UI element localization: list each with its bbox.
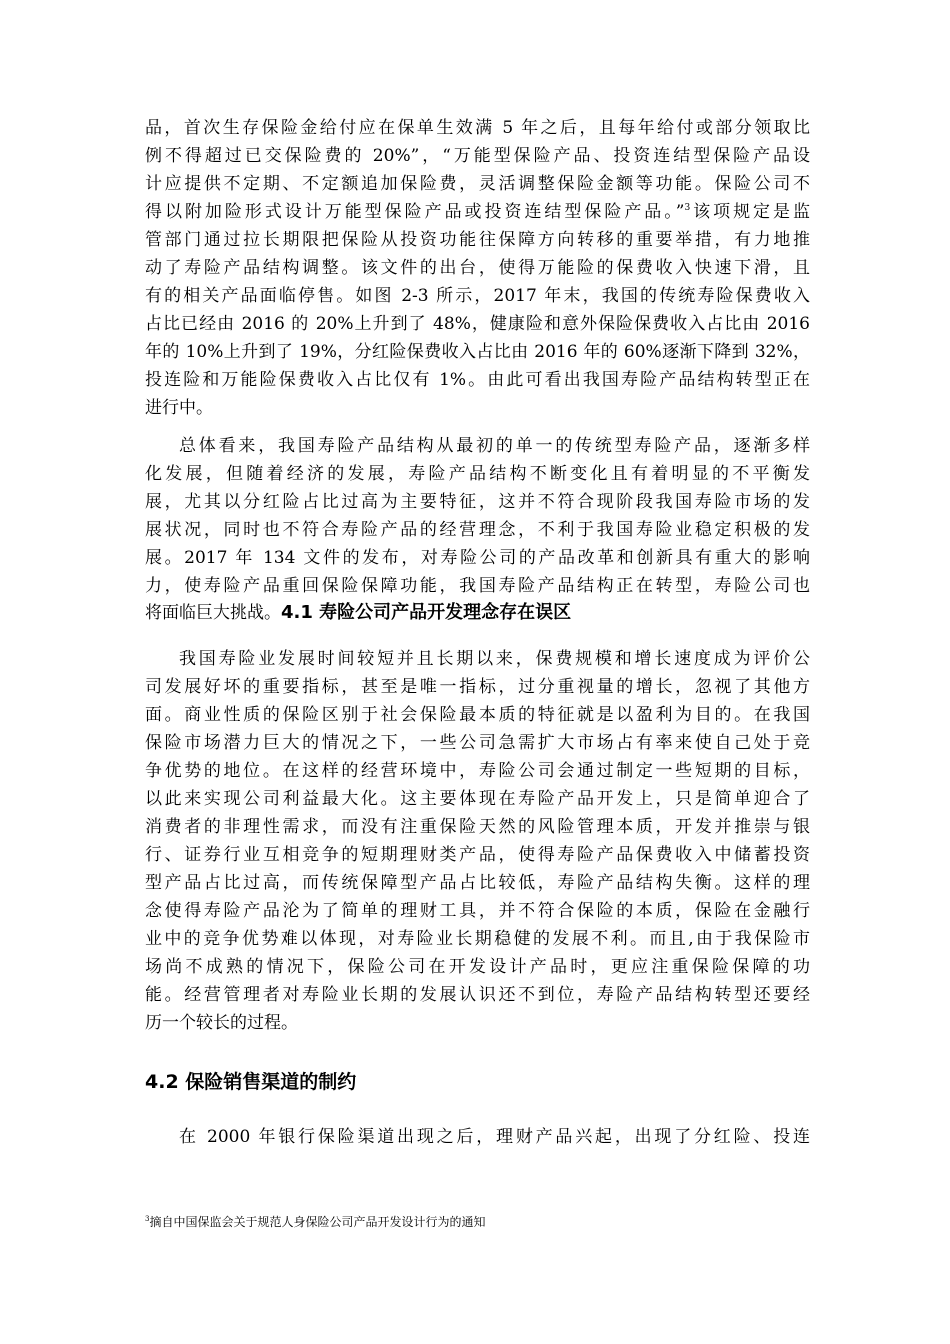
para3-line-1: 我国寿险业发展时间较短并且长期以来，保费规模和增长速度成为评价公	[179, 649, 810, 669]
para1-line-2: 例不得超过已交保险费的 20%”，“万能型保险产品、投资连结型保险产品设	[145, 146, 810, 166]
para3-line-2: 司发展好坏的重要指标，甚至是唯一指标，过分重视量的增长，忽视了其他方	[145, 677, 810, 697]
para2-line-3: 展，尤其以分红险占比过高为主要特征，这并不符合现阶段我国寿险市场的发	[145, 492, 810, 512]
para3-line-8: 行、证券行业互相竞争的短期理财类产品，使得寿险产品保费收入中储蓄投资	[145, 845, 810, 865]
para3-line-9: 型产品占比过高，而传统保障型产品占比较低，寿险产品结构失衡。这样的理	[145, 873, 810, 893]
footnote-number: 3	[145, 1215, 150, 1223]
section-heading-4-2: 4.2 保险销售渠道的制约	[145, 1071, 357, 1093]
para2-line-5: 展。2017 年 134 文件的发布，对寿险公司的产品改革和创新具有重大的影响	[145, 548, 810, 568]
para3-line-14: 历一个较长的过程。	[145, 1013, 298, 1033]
para1-line-10: 投连险和万能险保费收入占比仅有 1%。由此可看出我国寿险产品结构转型正在	[145, 370, 810, 390]
para2-line-1: 总体看来，我国寿险产品结构从最初的单一的传统型寿险产品，逐渐多样	[179, 436, 810, 456]
para1-line-5: 管部门通过拉长期限把保险从投资功能往保障方向转移的重要举措，有力地推	[145, 230, 810, 250]
para2-line-7	[145, 598, 810, 628]
footnote-text: 摘自中国保监会关于规范人身保险公司产品开发设计行为的通知	[149, 1215, 486, 1229]
para3-line-10: 念使得寿险产品沦为了简单的理财工具，并不符合保险的本质，保险在金融行	[145, 901, 810, 921]
para3-line-13: 能。经营管理者对寿险业长期的发展认识还不到位，寿险产品结构转型还要经	[145, 985, 810, 1005]
para3-line-5: 争优势的地位。在这样的经营环境中，寿险公司会通过制定一些短期的目标，	[145, 761, 810, 781]
para1-line-8: 占比已经由 2016 的 20%上升到了 48%，健康险和意外保险保费收入占比由 2016	[145, 314, 810, 334]
para2-line-4: 展状况，同时也不符合寿险产品的经营理念，不利于我国寿险业稳定积极的发	[145, 520, 810, 540]
para3-line-7: 消费者的非理性需求，而没有注重保险天然的风险管理本质，开发并推崇与银	[145, 817, 810, 837]
para1-line-11: 进行中。	[145, 398, 213, 418]
para1-line-7: 有的相关产品面临停售。如图 2-3 所示，2017 年末，我国的传统寿险保费收入	[145, 286, 810, 306]
para3-line-4: 保险市场潜力巨大的情况之下，一些公司急需扩大市场占有率来使自己处于竞	[145, 733, 810, 753]
para1-line-6: 动了寿险产品结构调整。该文件的出台，使得万能险的保费收入快速下滑，且	[145, 258, 810, 278]
para2-line-7-text: 将面临巨大挑战。	[145, 603, 281, 623]
para4-line-1: 在 2000 年银行保险渠道出现之后，理财产品兴起，出现了分红险、投连	[179, 1127, 810, 1147]
para1-line-4	[145, 199, 810, 225]
para3-line-6: 以此来实现公司利益最大化。这主要体现在寿险产品开发上，只是简单迎合了	[145, 789, 810, 809]
para1-line-9: 年的 10%上升到了 19%，分红险保费收入占比由 2016 年的 60%逐渐下降到 32%，	[145, 342, 810, 362]
para3-line-3: 面。商业性质的保险区别于社会保险最本质的特征就是以盈利为目的。在我国	[145, 705, 810, 725]
para1-line-1: 品，首次生存保险金给付应在保单生效满 5 年之后，且每年给付或部分领取比	[145, 118, 810, 138]
para1-line-4-text: 得以附加险形式设计万能型保险产品或投资连结型保险产品。”	[145, 202, 685, 222]
footnote	[145, 1214, 485, 1230]
footnote-reference: 3	[684, 203, 691, 213]
para2-line-6: 力，使寿险产品重回保险保障功能，我国寿险产品结构正在转型，寿险公司也	[145, 576, 810, 596]
para3-line-11: 业中的竞争优势难以体现，对寿险业长期稳健的发展不利。而且,由于我保险市	[145, 929, 810, 949]
para1-line-4-tail: 该项规定是监	[690, 202, 810, 222]
para3-line-12: 场尚不成熟的情况下，保险公司在开发设计产品时，更应注重保险保障的功	[145, 957, 810, 977]
section-heading-4-1: 4.1 寿险公司产品开发理念存在误区	[281, 602, 572, 623]
para1-line-3: 计应提供不定期、不定额追加保险费，灵活调整保险金额等功能。保险公司不	[145, 174, 810, 194]
para2-line-2: 化发展，但随着经济的发展，寿险产品结构不断变化且有着明显的不平衡发	[145, 464, 810, 484]
